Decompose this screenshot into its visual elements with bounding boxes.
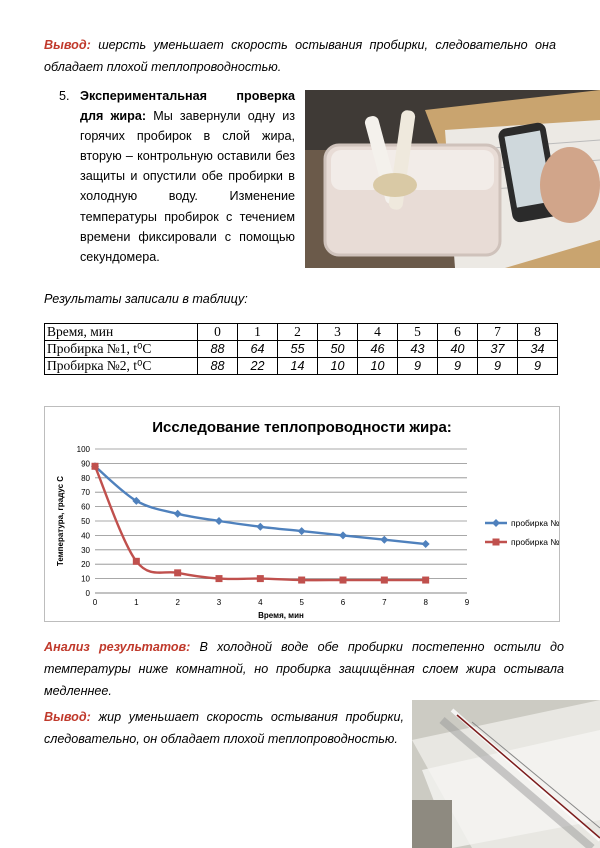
conclusion-fat	[44, 706, 404, 750]
row-label: Пробирка №1, t⁰C	[45, 341, 198, 358]
legend-marker	[492, 519, 500, 527]
y-tick-label: 70	[81, 488, 90, 498]
y-tick-label: 90	[81, 459, 90, 469]
conclusion-text: жир уменьшает скорость остывания пробирки, следовательно, он обладает плохой теплопроводностью.	[44, 710, 404, 746]
data-point	[256, 523, 264, 531]
data-point	[422, 577, 429, 584]
time-cell: 1	[238, 324, 278, 341]
time-cell: 6	[438, 324, 478, 341]
experiment-text: Мы завернули одну из горячих пробирок в слой жира, вторую – контрольную оставили без защиты и опустили обе пробирки в холодную воду. Изменение температуры пробирок с течением времени фиксировали с помощью секундомера.	[80, 109, 296, 264]
time-cell: 3	[318, 324, 358, 341]
data-point	[298, 577, 305, 584]
temperature-cell: 46	[358, 341, 398, 358]
temperature-cell: 9	[478, 358, 518, 375]
temperature-chart	[45, 407, 559, 621]
legend-label: пробирка №2	[511, 537, 559, 547]
temperature-cell: 88	[198, 358, 238, 375]
temperature-cell: 9	[438, 358, 478, 375]
chart-container	[44, 406, 560, 622]
chart-title: Исследование теплопроводности жира:	[152, 419, 452, 436]
table-row	[45, 341, 558, 358]
x-tick-label: 7	[382, 598, 387, 607]
table-header-row	[45, 324, 558, 341]
time-cell: 7	[478, 324, 518, 341]
x-axis-label: Время, мин	[258, 611, 304, 620]
y-tick-label: 10	[81, 574, 90, 584]
photo-illustration	[412, 700, 600, 848]
y-axis-label: Температура, градус С	[56, 475, 65, 567]
y-axis-ticks	[77, 445, 91, 598]
row-label: Пробирка №2, t⁰C	[45, 358, 198, 375]
conclusion-label: Вывод:	[44, 38, 91, 52]
y-tick-label: 60	[81, 502, 90, 512]
photo-illustration	[305, 90, 600, 268]
data-point	[380, 536, 388, 544]
table-header-label: Время, мин	[45, 324, 198, 341]
temperature-cell: 10	[358, 358, 398, 375]
x-tick-label: 9	[464, 598, 470, 607]
x-tick-label: 1	[134, 598, 139, 607]
chart-series	[91, 462, 430, 583]
x-tick-label: 8	[423, 598, 428, 607]
legend-marker	[493, 539, 500, 546]
time-cell: 5	[398, 324, 438, 341]
x-tick-label: 6	[340, 598, 346, 607]
data-point	[422, 540, 430, 548]
y-tick-label: 80	[81, 473, 90, 483]
data-point	[215, 517, 223, 525]
temperature-cell: 14	[278, 358, 318, 375]
legend-label: пробирка №1	[511, 518, 559, 528]
temperature-cell: 55	[278, 341, 318, 358]
thermometer-photo	[412, 700, 600, 848]
temperature-cell: 9	[518, 358, 558, 375]
results-caption: Результаты записали в таблицу:	[44, 292, 248, 306]
temperature-cell: 34	[518, 341, 558, 358]
y-tick-label: 40	[81, 531, 90, 541]
experiment-photo	[305, 90, 600, 268]
conclusion-label: Вывод:	[44, 710, 91, 724]
data-point	[340, 577, 347, 584]
time-cell: 2	[278, 324, 318, 341]
data-point	[174, 569, 181, 576]
x-axis-ticks	[93, 598, 470, 607]
analysis-label: Анализ результатов:	[44, 640, 191, 654]
y-tick-label: 100	[76, 445, 90, 454]
temperature-cell: 9	[398, 358, 438, 375]
temperature-cell: 50	[318, 341, 358, 358]
conclusion-wool	[44, 34, 556, 78]
experiment-title: Экспериментальная проверка для жира:	[80, 89, 295, 124]
data-point	[257, 575, 264, 582]
analysis-text: В холодной воде обе пробирки постепенно остыли до температуры ниже комнатной, но пробирка защищённая слоем жира остывала медленнее.	[44, 640, 564, 698]
y-tick-label: 30	[81, 545, 90, 555]
data-point	[133, 558, 140, 565]
section-number: 5.	[59, 89, 70, 103]
x-tick-label: 4	[258, 598, 263, 607]
results-table	[44, 323, 558, 375]
data-point	[381, 577, 388, 584]
y-tick-label: 50	[81, 517, 90, 526]
temperature-cell: 10	[318, 358, 358, 375]
data-point	[92, 463, 99, 470]
time-cell: 8	[518, 324, 558, 341]
x-tick-label: 3	[216, 598, 222, 607]
analysis-paragraph	[44, 636, 564, 702]
temperature-cell: 37	[478, 341, 518, 358]
y-tick-label: 20	[81, 560, 90, 570]
chart-legend	[485, 518, 559, 547]
x-tick-label: 5	[299, 598, 304, 607]
conclusion-text: шерсть уменьшает скорость остывания пробирки, следовательно она обладает плохой теплопроводностью.	[44, 38, 556, 74]
data-point	[216, 575, 223, 582]
time-cell: 0	[198, 324, 238, 341]
temperature-cell: 40	[438, 341, 478, 358]
time-cell: 4	[358, 324, 398, 341]
temperature-cell: 88	[198, 341, 238, 358]
data-point	[339, 531, 347, 539]
data-point	[298, 527, 306, 535]
data-point	[174, 510, 182, 518]
temperature-cell: 43	[398, 341, 438, 358]
experiment-description	[80, 86, 295, 267]
temperature-cell: 64	[238, 341, 278, 358]
y-tick-label: 0	[85, 589, 90, 598]
table-row	[45, 358, 558, 375]
x-tick-label: 0	[92, 598, 98, 607]
temperature-cell: 22	[238, 358, 278, 375]
x-tick-label: 2	[175, 598, 180, 607]
